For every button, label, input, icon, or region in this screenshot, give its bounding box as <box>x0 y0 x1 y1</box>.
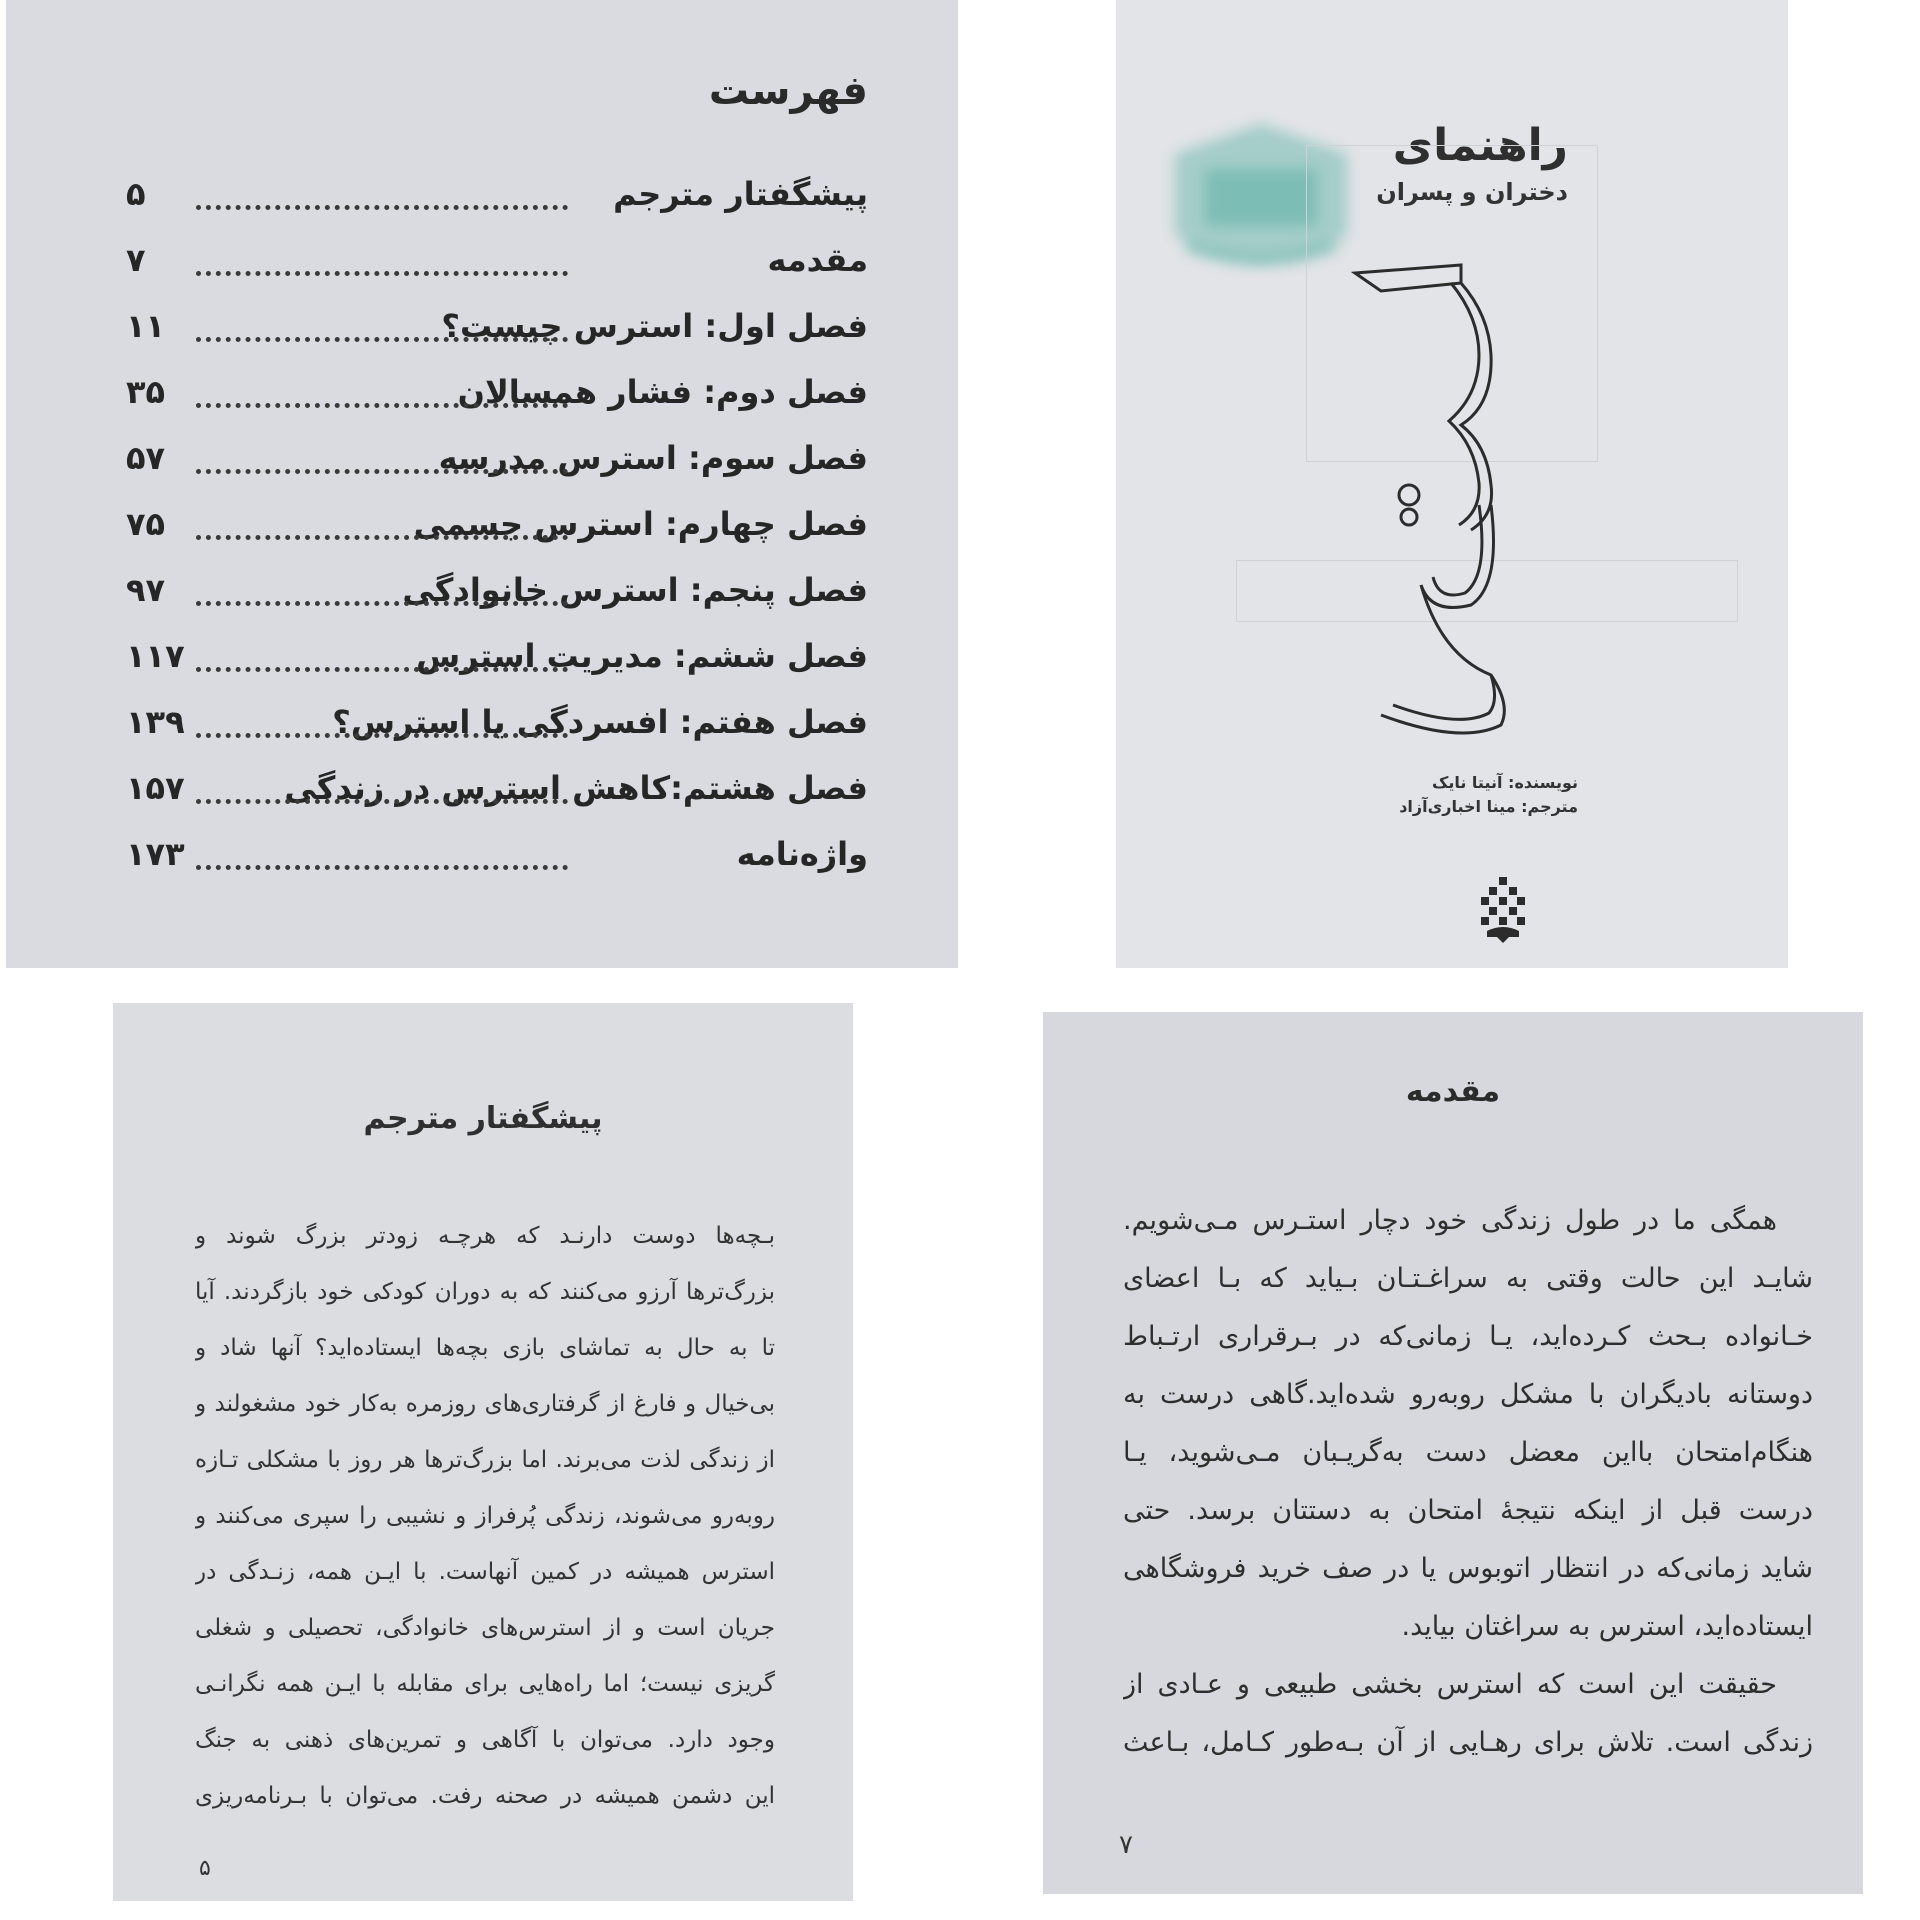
toc-leader-dots <box>196 733 568 738</box>
toc-entry <box>6 505 958 565</box>
toc-page <box>6 0 958 968</box>
preface-line: این دشمن همیشه در صحنه رفت. می‌توان با بـرنامه‌ریزی <box>195 1783 775 1809</box>
toc-entry-title: فصل سوم: استرس مدرسه <box>438 439 868 477</box>
toc-entry-title: پیشگفتار مترجم <box>613 175 868 213</box>
introduction-line: شایـد این حالت وقتی به سراغـتـان بـیاید که بـا اعضای <box>1123 1263 1813 1294</box>
toc-entry <box>6 307 958 367</box>
introduction-line: زندگی است. تلاش برای رهـایی از آن بـه‌طور کـامل، بـاعث <box>1123 1727 1813 1758</box>
preface-line: روبه‌رو می‌شوند، زندگی پُرفراز و نشیبی را سپری می‌کنند و <box>195 1503 775 1529</box>
toc-entry-title: واژه‌نامه <box>736 835 868 873</box>
page-number: ۵ <box>199 1856 211 1881</box>
introduction-line: هنگام‌امتحان بااین معضل دست به‌گریـبان مـی‌شوید، یـا <box>1123 1437 1813 1468</box>
toc-entry-title: فصل هفتم: افسردگی یا استرس؟ <box>332 703 868 741</box>
toc-entry-page: ۱۱ <box>126 307 166 345</box>
toc-entry-page: ۵۷ <box>126 439 166 477</box>
toc-entry-page: ۱۷۳ <box>126 835 185 873</box>
toc-leader-dots <box>196 205 568 210</box>
toc-entry <box>6 439 958 499</box>
series-subtitle: دختران و پسران <box>1376 178 1568 206</box>
introduction-body <box>1123 1192 1813 1772</box>
toc-entry <box>6 835 958 895</box>
introduction-line: همگی ما در طول زندگی خود دچار استـرس مـی‌شویم. <box>1123 1205 1777 1236</box>
toc-leader-dots <box>196 799 568 804</box>
toc-entry-title: فصل ششم: مدیریت استرس <box>415 637 868 675</box>
title-page <box>1116 0 1788 968</box>
toc-entry-title: فصل پنجم: استرس خانوادگی <box>402 571 868 609</box>
toc-leader-dots <box>196 403 568 408</box>
book-title-calligraphy-icon <box>1341 255 1521 745</box>
preface-line: گریزی نیست؛ اما راه‌هایی برای مقابله با ایـن همه نگرانـی <box>195 1671 775 1697</box>
introduction-line: درست قبل از اینکه نتیجهٔ امتحان به دستتان برسد. حتی <box>1123 1495 1813 1526</box>
toc-leader-dots <box>196 271 568 276</box>
publisher-logo-icon <box>1479 875 1527 945</box>
toc-entry <box>6 373 958 433</box>
toc-leader-dots <box>196 535 568 540</box>
toc-entry-title: فصل اول: استرس چیست؟ <box>441 307 868 345</box>
toc-entry <box>6 571 958 631</box>
toc-entry <box>6 175 958 235</box>
preface-line: جریان است و از استرس‌های خانوادگی، تحصیلی و شغلی <box>195 1615 775 1641</box>
introduction-line: خـانواده بـحث کـرده‌اید، یـا زمانی‌که در بـرقراری ارتـباط <box>1123 1321 1813 1352</box>
introduction-line: شاید زمانی‌که در انتظار اتوبوس یا در صف خرید فروشگاهی <box>1123 1553 1813 1584</box>
toc-entry-title: فصل دوم: فشار همسالان <box>457 373 868 411</box>
toc-entry-page: ۷۵ <box>126 505 166 543</box>
preface-line: بزرگ‌ترها آرزو می‌کنند که به دوران کودکی خود بازگردند. آیا <box>195 1279 775 1305</box>
toc-entry <box>6 703 958 763</box>
introduction-heading: مقدمه <box>1405 1074 1501 1109</box>
preface-page <box>113 1003 853 1901</box>
toc-entry-page: ۱۵۷ <box>126 769 185 807</box>
toc-leader-dots <box>196 865 568 870</box>
toc-leader-dots <box>196 469 568 474</box>
toc-entry-title: فصل هشتم:کاهش استرس در زندگی <box>284 769 868 807</box>
introduction-line: ایستاده‌اید، استرس به سراغتان بیاید. <box>1401 1611 1813 1642</box>
translator-credit: مترجم: مینا اخباری‌آزاد <box>1399 797 1578 816</box>
preface-line: بـچه‌ها دوست دارنـد که هرچـه زودتر بزرگ شوند و <box>195 1223 775 1249</box>
toc-entry <box>6 637 958 697</box>
toc-entry-title: مقدمه <box>767 241 868 279</box>
preface-line: وجود دارد. می‌توان با آگاهی و تمرین‌های ذهنی به جنگ <box>195 1727 775 1753</box>
introduction-line: دوستانه بادیگران با مشکل روبه‌رو شده‌اید.گاهی درست به <box>1123 1379 1813 1410</box>
page-number: ۷ <box>1119 1830 1133 1860</box>
toc-leader-dots <box>196 337 568 342</box>
author-credit: نویسنده: آنیتا نایک <box>1431 773 1578 792</box>
introduction-line: حقیقت این است که استرس بخشی طبیعی و عـادی از <box>1123 1669 1777 1700</box>
toc-entry-page: ۷ <box>126 241 146 279</box>
toc-entry-page: ۱۳۹ <box>126 703 185 741</box>
preface-body <box>195 1208 775 1824</box>
preface-line: بی‌خیال و فارغ از گرفتاری‌های روزمره به‌کار خود مشغولند و <box>195 1391 775 1417</box>
toc-entry-page: ۵ <box>126 175 146 213</box>
toc-leader-dots <box>196 601 568 606</box>
toc-entry-title: فصل چهارم: استرس جسمی <box>413 505 868 543</box>
toc-entry-page: ۱۱۷ <box>126 637 185 675</box>
toc-entry <box>6 241 958 301</box>
toc-leader-dots <box>196 667 568 672</box>
introduction-page <box>1043 1012 1863 1894</box>
preface-line: استرس همیشه در کمین آنهاست. با ایـن همه، زنـدگی در <box>195 1559 775 1585</box>
toc-entry-page: ۳۵ <box>126 373 166 411</box>
series-title: راهنمای <box>1392 120 1568 171</box>
preface-line: تا به حال به تماشای بازی بچه‌ها ایستاده‌اید؟ آنها شاد و <box>195 1335 775 1361</box>
toc-entry-page: ۹۷ <box>126 571 166 609</box>
preface-heading: پیشگفتار مترجم <box>363 1101 603 1136</box>
preface-line: از زندگی لذت می‌برند. اما بزرگ‌ترها هر روز با مشکلی تـازه <box>195 1447 775 1473</box>
toc-heading: فهرست <box>708 68 868 114</box>
toc-entry <box>6 769 958 829</box>
